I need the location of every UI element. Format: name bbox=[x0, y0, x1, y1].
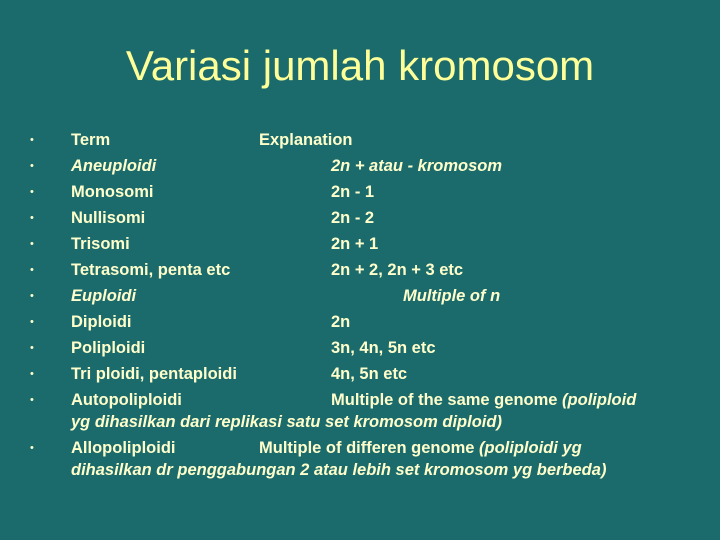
explanation-text: Explanation bbox=[259, 131, 353, 149]
explanation-text: Multiple of n bbox=[403, 287, 501, 305]
explanation-italic: (poliploidi yg bbox=[479, 439, 582, 457]
term-text: Autopoliploidi bbox=[71, 391, 182, 409]
explanation-text: 4n, 5n etc bbox=[331, 365, 408, 383]
explanation-plain: Multiple of the same genome bbox=[331, 391, 563, 409]
explanation-italic: (poliploid bbox=[562, 391, 637, 409]
continuation-text: yg dihasilkan dari replikasi satu set kromosom diploid) bbox=[71, 413, 502, 431]
term-text: Trisomi bbox=[71, 235, 130, 253]
bullet-icon: • bbox=[30, 290, 34, 302]
explanation-text: 2n - 1 bbox=[331, 183, 375, 201]
bullet-icon: • bbox=[30, 442, 34, 454]
term-text: Tri ploidi, pentaploidi bbox=[71, 365, 237, 383]
term-text: Diploidi bbox=[71, 313, 132, 331]
term-text: Poliploidi bbox=[71, 339, 146, 357]
explanation-text: 2n + 2, 2n + 3 etc bbox=[331, 261, 464, 279]
continuation-text: dihasilkan dr penggabungan 2 atau lebih set kromosom yg berbeda) bbox=[71, 461, 607, 479]
slide-title: Variasi jumlah kromosom bbox=[125, 42, 595, 89]
bullet-icon: • bbox=[30, 160, 34, 172]
explanation-text: 2n bbox=[331, 313, 351, 331]
bullet-icon: • bbox=[30, 186, 34, 198]
term-text: Aneuploidi bbox=[71, 157, 157, 175]
bullet-icon: • bbox=[30, 238, 34, 250]
explanation-text: 2n - 2 bbox=[331, 209, 375, 227]
bullet-icon: • bbox=[30, 368, 34, 380]
term-text: Nullisomi bbox=[71, 209, 146, 227]
explanation-text: 2n + atau - kromosom bbox=[331, 157, 503, 175]
bullet-icon: • bbox=[30, 316, 34, 328]
term-text: Term bbox=[71, 131, 111, 149]
bullet-icon: • bbox=[30, 264, 34, 276]
bullet-icon: • bbox=[30, 394, 34, 406]
term-text: Euploidi bbox=[71, 287, 137, 305]
explanation-plain: Multiple of differen genome bbox=[259, 439, 480, 457]
explanation-text: 2n + 1 bbox=[331, 235, 379, 253]
term-text: Tetrasomi, penta etc bbox=[71, 261, 231, 279]
bullet-icon: • bbox=[30, 134, 34, 146]
explanation-text: 3n, 4n, 5n etc bbox=[331, 339, 436, 357]
term-text: Allopoliploidi bbox=[71, 439, 176, 457]
bullet-icon: • bbox=[30, 212, 34, 224]
bullet-icon: • bbox=[30, 342, 34, 354]
term-text: Monosomi bbox=[71, 183, 154, 201]
